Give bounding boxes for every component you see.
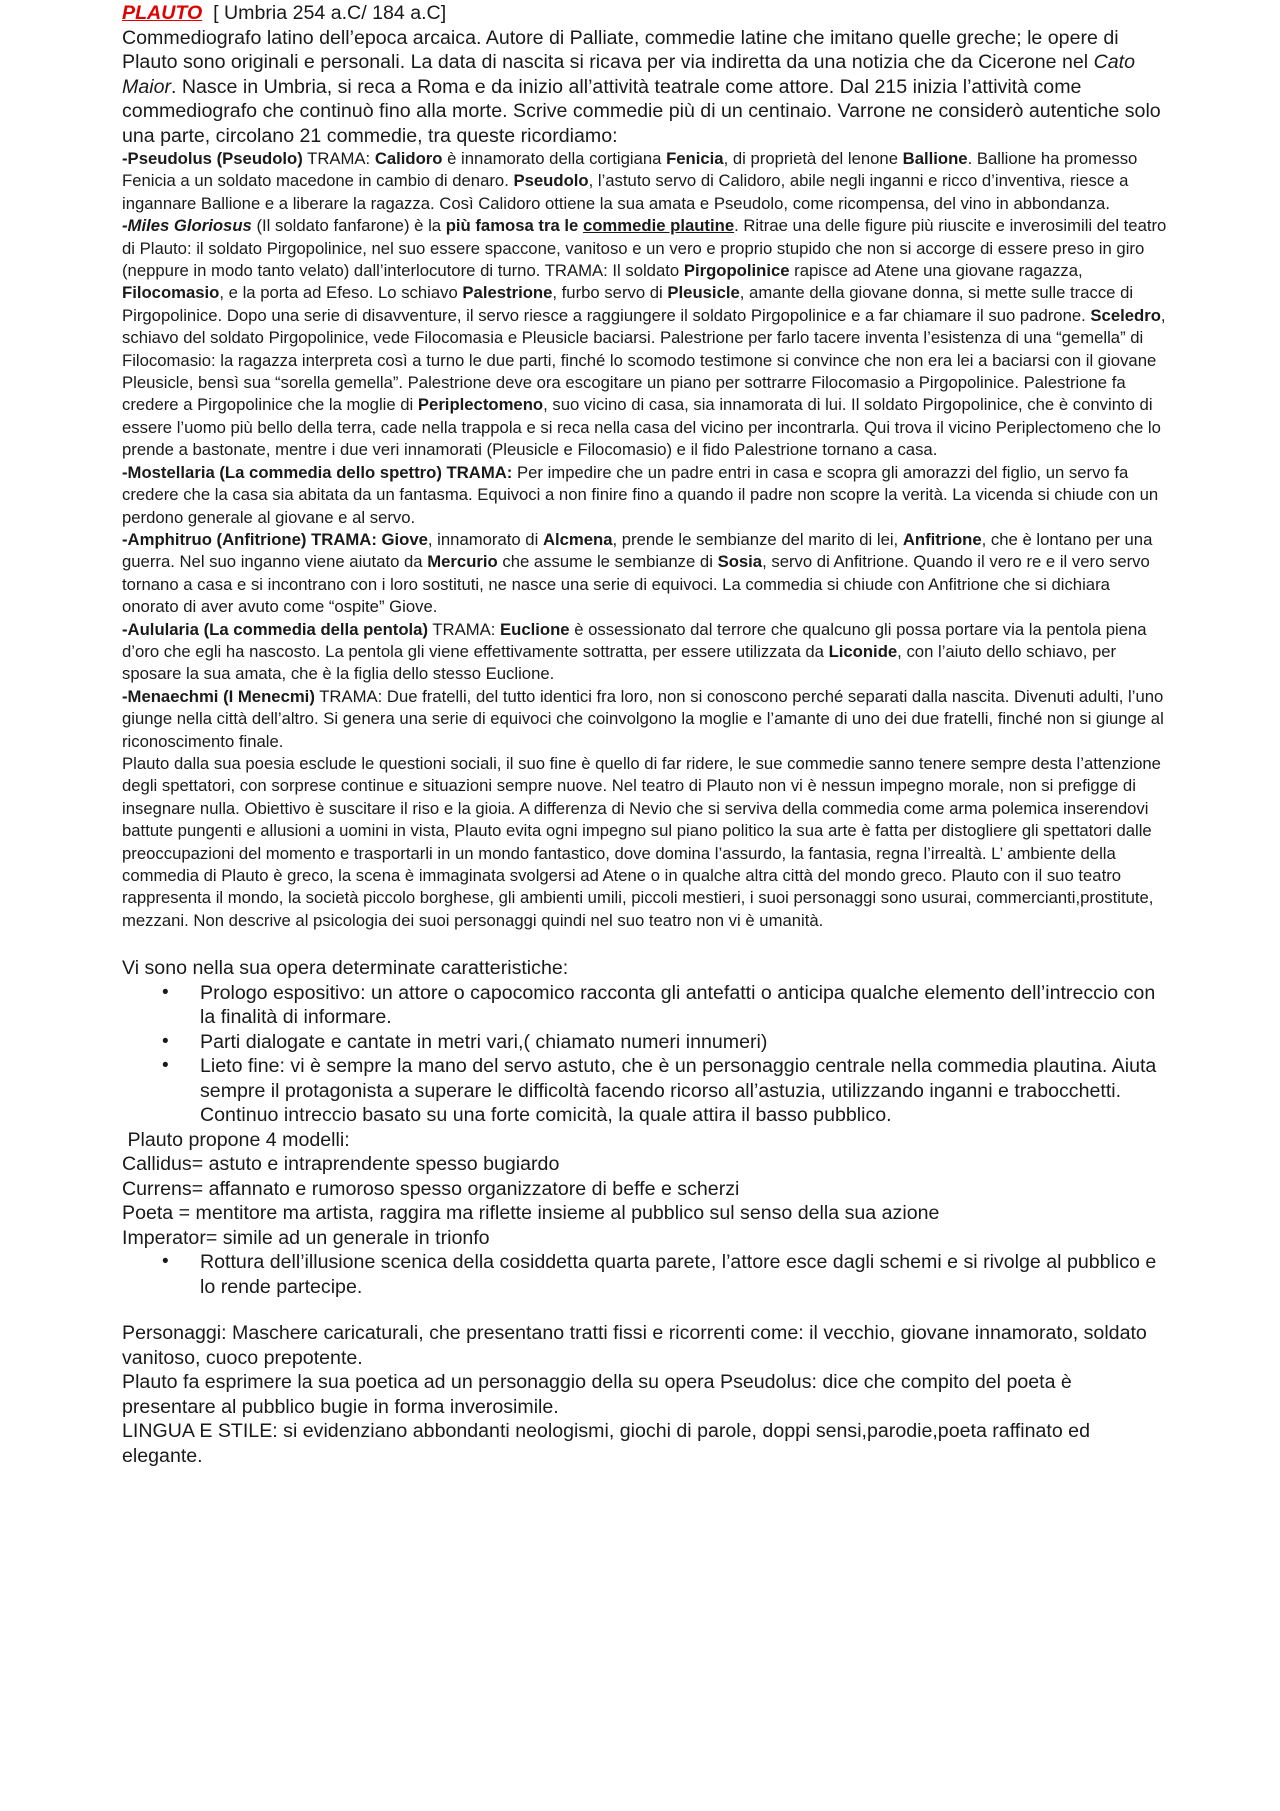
- text-run: , servo di Anfitrione. Quando il vero re e il vero servo tornano a casa e si incontrano con i loro sostituti, ne nasce una serie di equivoci. La commedia si chiude con Anfitrione che si dichiara onorato di aver avuto come “ospite” Giove.: [122, 552, 1150, 617]
- pseudolus-poetica-paragraph: Plauto fa esprimere la sua poetica ad un personaggio della su opera Pseudolus: dice che compito del poeta è presentare al pubblico bugie in forma inverosimile.: [122, 1371, 1072, 1418]
- text-run: . Ballione ha promesso Fenicia a un soldato macedone in cambio di denaro.: [122, 149, 1138, 191]
- menaechmi-title: -Menaechmi (I Menecmi): [122, 686, 315, 706]
- text-run: , furbo servo di: [552, 283, 668, 303]
- character-name: Pleusicle: [667, 283, 740, 303]
- modello-item: Imperator= simile ad un generale in trionfo: [122, 1226, 490, 1249]
- amphitruo-paragraph: [122, 529, 1167, 619]
- text-run: , schiavo del soldato Pirgopolinice, vede Filocomasia e Pleusicle baciarsi. Palestrione per farlo tacere inventa l’esistenza di una “gemella” di Filocomasio: la ragazza interpreta così a turno le due parti, finché lo scomodo testimone si convince che non era lei a baciarsi con il giovane Pleusicle, bensì sua “sorella gemella”. Palestrione deve ora escogitare un piano per sottrarre Filocomasio a Pirgopolinice. Palestrione fa credere a Pirgopolinice che la moglie di: [122, 305, 1166, 415]
- text-run: , con l’aiuto dello schiavo, per sposare la sua amata, che è la figlia dello stesso Euclione.: [122, 641, 1117, 684]
- text-run: è ossessionato dal terrore che qualcuno gli possa portare via la pentola piena d’oro che egli ha nascosto. La pentola gli viene effettivamente sottratta, per essere utilizzata da: [122, 619, 1147, 661]
- modello-item: Callidus= astuto e intraprendente spesso bugiardo: [122, 1153, 560, 1176]
- text-run: che assume le sembianze di: [497, 552, 718, 572]
- modelli-intro-text: Plauto propone 4 modelli:: [122, 1128, 350, 1151]
- list-item: • Lieto fine: vi è sempre la mano del servo astuto, che è un personaggio centrale nella commedia plautina. Aiuta sempre il protagonista a superare le difficoltà facendo ricorso all’astuzia, utilizzando inganni e trabocchetti. Continuo intreccio basato su una forte comicità, la quale attira il basso pubblico.: [122, 1054, 1167, 1128]
- pseudolus-title: -Pseudolus (Pseudolo): [122, 149, 303, 168]
- list-item: • Rottura dell’illusione scenica della cosiddetta quarta parete, l’attore esce dagli schemi e si rivolge al pubblico e lo rende partecipe.: [122, 1250, 1167, 1299]
- mostellaria-title: -Mostellaria (La commedia dello spettro) TRAMA:: [122, 462, 513, 482]
- character-name: Pirgopolinice: [683, 261, 790, 281]
- poetica-paragraph: Plauto dalla sua poesia esclude le questioni sociali, il suo fine è quello di far ridere, le sue commedie sanno tenere sempre desta l’attenzione degli spettatori, con sorprese continue e situazioni sempre nuove. Nel teatro di Plauto non vi è nessun impegno morale, non si prefigge di insegnare nulla. Obiettivo è suscitare il riso e la gioia. A differenza di Nevio che si serviva della commedia come arma polemica inserendovi battute pungenti e allusioni a uomini in vista, Plauto evita ogni impegno sul piano politico la sua arte è fatta per distogliere gli spettatori dalle preoccupazioni del momento e trasportarli in un mondo fantastico, dove domina l’assurdo, la fantasia, regna l’irrealtà. L’ ambiente della commedia di Plauto è greco, la scena è immaginata svolgersi ad Atene o in qualche altra città del mondo greco. Plauto con il suo teatro rappresenta il mondo, la società piccolo borghese, gli ambienti umili, piccoli mestieri, i suoi personaggi sono usurai, commercianti,prostitute, mezzani. Non descrive al psicologia dei suoi personaggi quindi nel suo teatro non vi è umanità.: [122, 753, 1161, 930]
- character-name: Anfitrione: [902, 529, 982, 549]
- intro-work-title: Cato Maior: [122, 51, 1135, 98]
- character-name: Filocomasio: [122, 283, 220, 303]
- emphasis-underlined: commedie plautine: [582, 216, 735, 236]
- menaechmi-paragraph: [122, 686, 1167, 753]
- caratteristiche-list: [122, 981, 1167, 1128]
- miles-title: -Miles Gloriosus: [122, 216, 252, 236]
- text-run: . Ritrae una delle figure più riuscite e inverosimili del teatro di Plauto: il soldato Pirgopolinice, nel suo essere spaccone, vanitoso e un vero e proprio stupido che non si accorge di essere preso in giro (neppure in modo tanto velato) dall’interlocutore di turno. TRAMA: Il soldato: [122, 216, 1167, 281]
- text-run: , l’astuto servo di Calidoro, abile negli inganni e ricco d’inventiva, riesce a ingannare Ballione e a liberare la ragazza. Così Calidoro ottiene la sua amata e Pseudolo, come ricompensa, del vino in abbondanza.: [122, 171, 1129, 213]
- text-run: , amante della giovane donna, si mette sulle tracce di Pirgopolinice. Dopo una serie di disavventure, il servo riesce a raggiungere il soldato Pirgopolinice e a far chiamare il suo padrone.: [122, 283, 1134, 325]
- list-item: • Parti dialogate e cantate in metri vari,( chiamato numeri innumeri): [122, 1030, 1167, 1055]
- document-title: [122, 0, 1167, 26]
- lingua-stile-paragraph: LINGUA E STILE: si evidenziano abbondanti neologismi, giochi di parole, doppi sensi,parodie,poeta raffinato ed elegante.: [122, 1420, 1090, 1467]
- modello-item: Poeta = mentitore ma artista, raggira ma riflette insieme al pubblico sul senso della sua azione: [122, 1202, 940, 1225]
- text-run: Per impedire che un padre entri in casa e scopra gli amorazzi del figlio, un servo fa credere che la casa sia abitata da un fantasma. Equivoci a non finire fino a quando il padre non scopre la verità. La vicenda si chiude con un perdono generale al giovane e al servo.: [122, 462, 1159, 527]
- character-name: Sosia: [717, 552, 763, 572]
- text-run: , suo vicino di casa, sia innamorata di lui. Il soldato Pirgopolinice, che è convinto di essere l’uomo più bello della terra, cade nella trappola e si reca nella casa del vicino per incontrarla. Qui trova il vicino Periplectomeno che lo prende a bastonate, mentre i due veri innamorati (Pleusicle e Filocomasio) e il fido Palestrione tornano a casa.: [122, 395, 1161, 460]
- text-run: , e la porta ad Efeso. Lo schiavo: [219, 283, 463, 303]
- modello-item: Currens= affannato e rumoroso spesso organizzatore di beffe e scherzi: [122, 1177, 740, 1200]
- text-run: TRAMA: Due fratelli, del tutto identici fra loro, non si conoscono perché separati dalla nascita. Divenuti adulti, l’uno giunge nella città dell’altro. Si genera una serie di equivoci che coinvolgono la moglie e l’amante di uno dei due fratelli, finché non si giunge al riconoscimento finale.: [122, 686, 1164, 751]
- text-run: TRAMA:: [428, 619, 501, 639]
- text-run: , di proprietà del lenone: [723, 149, 903, 168]
- modelli-intro: [122, 1128, 1167, 1153]
- list-item: • Prologo espositivo: un attore o capocomico racconta gli antefatti o anticipa qualche elemento dell’intreccio con la finalità di informare.: [122, 981, 1167, 1030]
- caratteristiche-intro: Vi sono nella sua opera determinate caratteristiche:: [122, 957, 569, 980]
- aulularia-paragraph: [122, 619, 1167, 686]
- text-run: , innamorato di: [427, 529, 543, 549]
- character-name: Sceledro: [1090, 305, 1161, 325]
- pseudolus-paragraph: [122, 148, 1167, 215]
- character-name: Alcmena: [542, 529, 613, 549]
- miles-paragraph: [122, 215, 1167, 461]
- character-name: Ballione: [902, 149, 968, 168]
- character-name: Euclione: [500, 619, 570, 639]
- character-name: Periplectomeno: [417, 395, 544, 415]
- character-name: Pseudolo: [513, 171, 589, 191]
- text-run: rapisce ad Atene una giovane ragazza,: [789, 261, 1083, 281]
- character-name: Palestrione: [462, 283, 553, 303]
- intro-text-2: . Nasce in Umbria, si reca a Roma e da inizio all’attività teatrale come attore. Dal 215 inizia l’attività come commediografo che continuò fino alla morte. Scrive commedie più di un centinaio. Varrone ne considerò autentiche solo una parte, circolano 21 commedie, tra queste ricordiamo:: [122, 75, 1161, 147]
- text-run: , prende le sembianze del marito di lei,: [612, 529, 903, 549]
- character-name: Calidoro: [374, 149, 443, 168]
- document-page: [122, 0, 1167, 1468]
- intro-paragraph: [122, 26, 1167, 149]
- personaggi-paragraph: Personaggi: Maschere caricaturali, che presentano tratti fissi e ricorrenti come: il vecchio, giovane innamorato, soldato vanitoso, cuoco prepotente.: [122, 1322, 1147, 1369]
- text-run: , che è lontano per una guerra. Nel suo inganno viene aiutato da: [122, 529, 1153, 572]
- aulularia-title: -Aulularia (La commedia della pentola): [122, 619, 428, 639]
- author-name: PLAUTO: [122, 2, 203, 24]
- amphitruo-title: -Amphitruo (Anfitrione) TRAMA: Giove: [122, 529, 428, 549]
- intro-text: Commediografo latino dell’epoca arcaica. Autore di Palliate, commedie latine che imitano quelle greche; le opere di Plauto sono originali e personali. La data di nascita si ricava per via indiretta da una notizia che da Cicerone nel: [122, 26, 1119, 73]
- text-run: (Il soldato fanfarone) è la: [251, 216, 446, 236]
- character-name: Liconide: [828, 641, 898, 661]
- character-name: Mercurio: [427, 552, 498, 572]
- spacer: [122, 932, 1167, 956]
- text-run: è innamorato della cortigiana: [442, 149, 667, 168]
- modelli-bullet-list: [122, 1250, 1167, 1299]
- character-name: Fenicia: [666, 149, 724, 168]
- mostellaria-paragraph: [122, 462, 1167, 529]
- author-dates: [ Umbria 254 a.C/ 184 a.C]: [213, 2, 447, 24]
- text-run: TRAMA:: [302, 149, 375, 168]
- spacer: [122, 1299, 1167, 1321]
- emphasis-text: più famosa tra le: [445, 216, 583, 236]
